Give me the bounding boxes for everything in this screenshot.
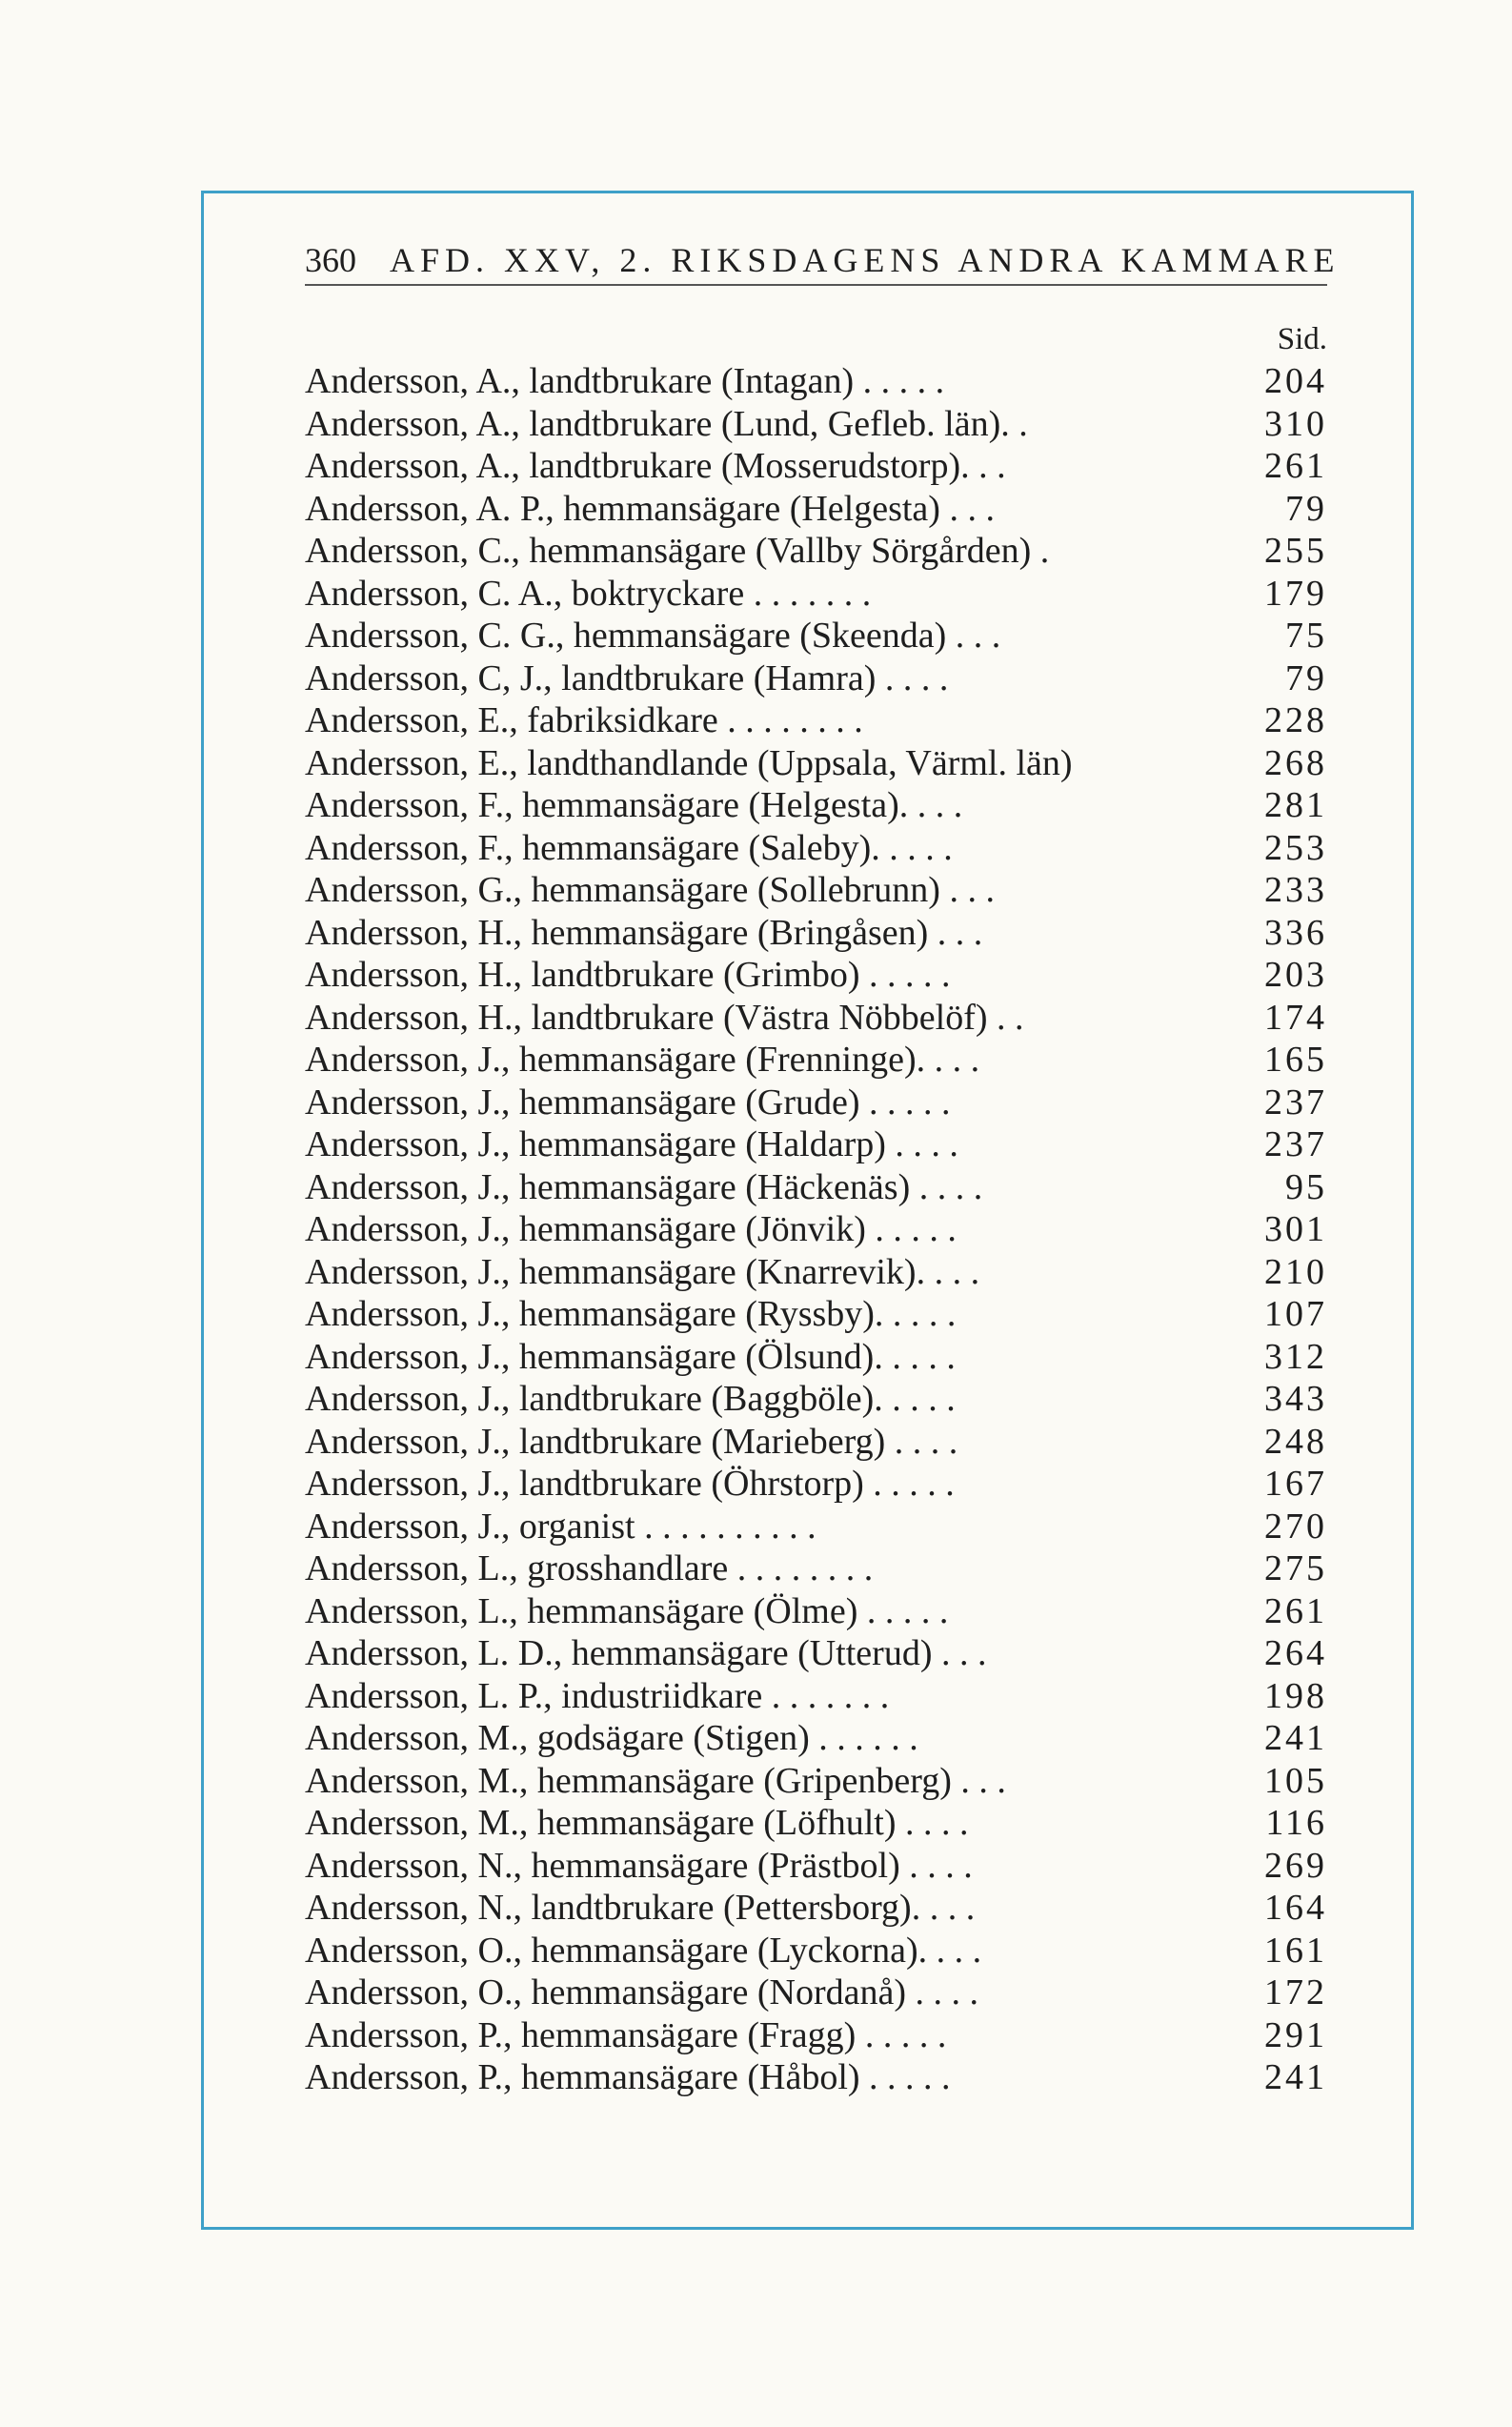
entry-name: Andersson, J., hemmansägare (Grude) . . . . . [305, 1082, 951, 1122]
header-rule [305, 284, 1327, 286]
entry-page: 165 [1264, 1040, 1327, 1080]
entry-page: 253 [1264, 827, 1327, 868]
entry-page: 241 [1264, 2057, 1327, 2097]
index-entry [305, 869, 1327, 912]
entry-name: Andersson, J., organist . . . . . . . . . . [305, 1506, 816, 1547]
index-entry [305, 573, 1327, 616]
page-number: 360 [305, 241, 356, 279]
entry-name: Andersson, A. P., hemmansägare (Helgesta) . . . [305, 488, 995, 529]
index-entry [305, 1208, 1327, 1251]
entry-page: 255 [1264, 531, 1327, 571]
index-entry [305, 827, 1327, 870]
entry-name: Andersson, J., landtbrukare (Marieberg) . . . . [305, 1421, 958, 1462]
index-entry [305, 699, 1327, 742]
index-entry [305, 2014, 1327, 2057]
entry-name: Andersson, A., landtbrukare (Lund, Gefleb. län). . [305, 403, 1028, 444]
entry-page: 312 [1264, 1336, 1327, 1377]
entry-name: Andersson, J., hemmansägare (Häckenäs) . . . . [305, 1166, 983, 1207]
index-entry [305, 1590, 1327, 1633]
entry-name: Andersson, L. P., industriidkare . . . . . . . [305, 1675, 890, 1716]
index-entry [305, 1547, 1327, 1590]
entry-page: 343 [1264, 1379, 1327, 1419]
index-entry [305, 1421, 1327, 1464]
entry-page: 75 [1285, 616, 1327, 656]
index-entry [305, 1887, 1327, 1930]
entry-page: 107 [1264, 1294, 1327, 1334]
index-entry [305, 403, 1327, 446]
entry-name: Andersson, E., landthandlande (Uppsala, Värml. län) [305, 742, 1073, 783]
running-head [305, 240, 1341, 280]
entry-name: Andersson, M., godsägare (Stigen) . . . . . . [305, 1718, 918, 1758]
entry-name: Andersson, L. D., hemmansägare (Utterud) . . . [305, 1633, 987, 1673]
entry-name: Andersson, J., hemmansägare (Ölsund). . . . . [305, 1336, 956, 1377]
entry-page: 79 [1285, 488, 1327, 529]
index-entry [305, 1039, 1327, 1082]
entry-name: Andersson, H., landtbrukare (Grimbo) . . . . . [305, 955, 951, 995]
page-column-header: Sid. [1277, 322, 1327, 356]
entry-page: 172 [1264, 1972, 1327, 2012]
entry-name: Andersson, C., hemmansägare (Vallby Sörgården) . [305, 531, 1050, 571]
entry-page: 310 [1264, 403, 1327, 444]
entry-name: Andersson, E., fabriksidkare . . . . . . . . [305, 700, 863, 740]
entry-page: 261 [1264, 446, 1327, 486]
entry-name: Andersson, J., landtbrukare (Öhrstorp) . . . . . [305, 1464, 955, 1504]
entry-name: Andersson, O., hemmansägare (Lyckorna). . . . [305, 1930, 982, 1971]
entry-page: 270 [1264, 1506, 1327, 1547]
entry-name: Andersson, C. A., boktryckare . . . . . . . [305, 573, 872, 614]
index-entry [305, 997, 1327, 1040]
entry-page: 261 [1264, 1590, 1327, 1631]
entry-page: 105 [1264, 1760, 1327, 1801]
index-entry [305, 1717, 1327, 1760]
index-entry [305, 1463, 1327, 1506]
entry-name: Andersson, F., hemmansägare (Helgesta). . . . [305, 785, 963, 825]
index-entry [305, 784, 1327, 827]
entry-page: 203 [1264, 955, 1327, 995]
entry-name: Andersson, N., landtbrukare (Pettersborg). . . . [305, 1888, 976, 1928]
index-entry [305, 1378, 1327, 1421]
entry-page: 248 [1264, 1421, 1327, 1462]
running-title: AFD. XXV, 2. RIKSDAGENS ANDRA KAMMARE [390, 241, 1341, 279]
index-entry [305, 1845, 1327, 1888]
entry-page: 79 [1285, 657, 1327, 698]
index-entry [305, 742, 1327, 785]
index-entry [305, 1675, 1327, 1718]
entry-page: 198 [1264, 1675, 1327, 1716]
entry-page: 161 [1264, 1930, 1327, 1971]
entry-name: Andersson, C. G., hemmansägare (Skeenda) . . . [305, 616, 1001, 656]
entry-page: 275 [1264, 1548, 1327, 1588]
entry-name: Andersson, O., hemmansägare (Nordanå) . . . . [305, 1972, 979, 2012]
entry-page: 210 [1264, 1251, 1327, 1292]
entry-name: Andersson, A., landtbrukare (Mosserudstorp). . . [305, 446, 1006, 486]
entry-name: Andersson, H., hemmansägare (Bringåsen) . . . [305, 912, 983, 953]
index-entry [305, 1293, 1327, 1336]
entry-name: Andersson, H., landtbrukare (Västra Nöbbelöf) . . [305, 997, 1024, 1038]
entry-name: Andersson, M., hemmansägare (Löfhult) . . . . [305, 1803, 969, 1843]
entry-page: 237 [1264, 1082, 1327, 1122]
entry-name: Andersson, M., hemmansägare (Gripenberg) . . . [305, 1760, 1006, 1801]
entry-name: Andersson, G., hemmansägare (Sollebrunn) . . . [305, 870, 995, 910]
index-entry [305, 657, 1327, 700]
index-entry [305, 615, 1327, 657]
index-entry [305, 445, 1327, 488]
entry-page: 301 [1264, 1209, 1327, 1249]
entry-name: Andersson, C, J., landtbrukare (Hamra) . . . . [305, 657, 949, 698]
entry-page: 116 [1265, 1803, 1327, 1843]
entry-name: Andersson, P., hemmansägare (Fragg) . . . . . [305, 2014, 947, 2055]
entry-page: 174 [1264, 997, 1327, 1038]
index-entry [305, 1166, 1327, 1209]
index-entry [305, 1251, 1327, 1294]
entry-name: Andersson, J., hemmansägare (Ryssby). . . . . [305, 1294, 957, 1334]
index-entry [305, 1506, 1327, 1548]
entry-name: Andersson, L., grosshandlare . . . . . . . . [305, 1548, 874, 1588]
index-entry [305, 1930, 1327, 1972]
index-entry [305, 1802, 1327, 1845]
entry-name: Andersson, J., hemmansägare (Jönvik) . . . . . [305, 1209, 957, 1249]
index-entry [305, 1632, 1327, 1675]
entry-name: Andersson, F., hemmansägare (Saleby). . . . . [305, 827, 953, 868]
entry-page: 291 [1264, 2014, 1327, 2055]
index-entry [305, 530, 1327, 573]
entry-name: Andersson, J., hemmansägare (Knarrevik). . . . [305, 1251, 980, 1292]
entry-name: Andersson, J., landtbrukare (Baggböle). . . . . [305, 1379, 956, 1419]
index-entry [305, 1760, 1327, 1803]
index-entry [305, 1082, 1327, 1124]
entry-page: 95 [1285, 1166, 1327, 1207]
entry-name: Andersson, J., hemmansägare (Haldarp) . . . . [305, 1124, 958, 1164]
entry-page: 164 [1264, 1888, 1327, 1928]
entry-page: 336 [1264, 912, 1327, 953]
entry-page: 281 [1264, 785, 1327, 825]
entry-page: 167 [1264, 1464, 1327, 1504]
entry-page: 233 [1264, 870, 1327, 910]
entry-page: 264 [1264, 1633, 1327, 1673]
entry-page: 179 [1264, 573, 1327, 614]
entry-name: Andersson, N., hemmansägare (Prästbol) . . . . [305, 1845, 973, 1886]
entry-name: Andersson, L., hemmansägare (Ölme) . . . . . [305, 1590, 949, 1631]
index-entry [305, 912, 1327, 955]
entry-name: Andersson, A., landtbrukare (Intagan) . . . . . [305, 361, 945, 401]
entry-name: Andersson, P., hemmansägare (Håbol) . . . . . [305, 2057, 951, 2097]
entry-page: 237 [1264, 1124, 1327, 1164]
entry-page: 228 [1264, 700, 1327, 740]
index-entry [305, 1336, 1327, 1379]
index-entry [305, 954, 1327, 997]
entry-page: 241 [1264, 1718, 1327, 1758]
index-entry [305, 360, 1327, 403]
index-entry [305, 1123, 1327, 1166]
entry-name: Andersson, J., hemmansägare (Frenninge). . . . [305, 1040, 980, 1080]
index-entry [305, 1972, 1327, 2014]
index-entry [305, 488, 1327, 531]
entry-page: 204 [1264, 361, 1327, 401]
index-entries [305, 360, 1327, 2099]
index-entry [305, 2056, 1327, 2099]
entry-page: 269 [1264, 1845, 1327, 1886]
entry-page: 268 [1264, 742, 1327, 783]
